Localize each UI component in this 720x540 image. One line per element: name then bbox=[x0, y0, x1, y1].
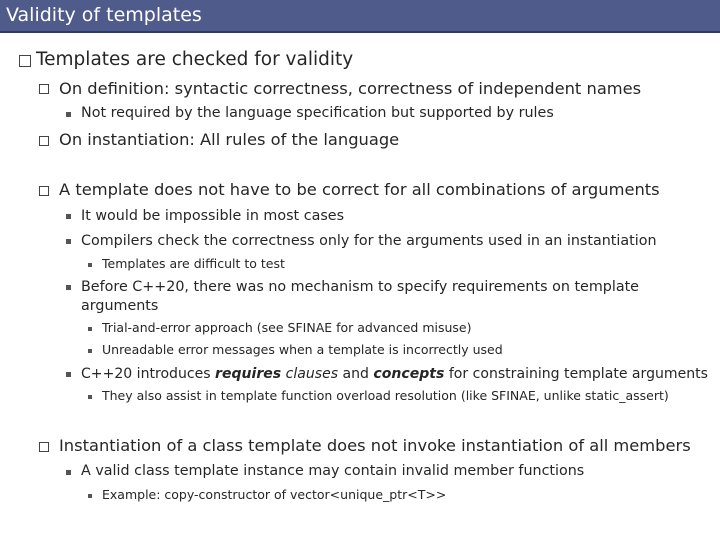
text-run: C++20 introduces bbox=[81, 366, 216, 382]
square-bullet-icon bbox=[88, 494, 92, 498]
bullet-text-difficult-to-test: Templates are difficult to test bbox=[102, 256, 285, 271]
bullet-text-cpp20-introduces bbox=[81, 366, 708, 382]
checkbox-bullet-icon bbox=[39, 442, 49, 452]
checkbox-bullet-icon bbox=[39, 136, 49, 146]
keyword-concepts: concepts bbox=[373, 366, 445, 382]
bullet-text-unreadable-errors: Unreadable error messages when a template is incorrectly used bbox=[102, 342, 503, 357]
square-bullet-icon bbox=[88, 263, 92, 267]
bullet-text-impossible: It would be impossible in most cases bbox=[81, 208, 345, 224]
bullet-text-before-cpp20-cont: arguments bbox=[81, 298, 159, 314]
bullet-text-trial-and-error: Trial-and-error approach (see SFINAE for advanced misuse) bbox=[102, 320, 472, 335]
bullet-text-templates-checked: Templates are checked for validity bbox=[36, 49, 354, 70]
square-bullet-icon bbox=[66, 470, 71, 475]
keyword-clauses: clauses bbox=[285, 366, 339, 382]
square-bullet-icon bbox=[66, 372, 71, 377]
bullet-text-class-template-instantiation: Instantiation of a class template does not invoke instantiation of all members bbox=[59, 436, 691, 455]
bullet-text-on-instantiation: On instantiation: All rules of the language bbox=[59, 130, 400, 149]
text-run: for constraining template arguments bbox=[444, 366, 708, 382]
square-bullet-icon bbox=[66, 112, 71, 117]
bullet-text-not-required: Not required by the language specification but supported by rules bbox=[81, 105, 554, 121]
bullet-text-on-definition: On definition: syntactic correctness, correctness of independent names bbox=[59, 79, 642, 98]
square-bullet-icon bbox=[88, 327, 92, 331]
bullet-text-example-vector: Example: copy-constructor of vector<unique_ptr<T>> bbox=[102, 487, 447, 502]
square-bullet-icon bbox=[66, 239, 71, 244]
bullet-text-compilers-check: Compilers check the correctness only for the arguments used in an instantiation bbox=[81, 233, 657, 249]
slide-title: Validity of templates bbox=[6, 4, 202, 26]
square-bullet-icon bbox=[66, 214, 71, 219]
slide-title-bar bbox=[0, 0, 720, 33]
keyword-requires: requires bbox=[215, 366, 282, 382]
bullet-text-before-cpp20: Before C++20, there was no mechanism to specify requirements on template bbox=[81, 279, 639, 295]
checkbox-bullet-icon bbox=[39, 186, 49, 196]
bullet-text-valid-instance: A valid class template instance may contain invalid member functions bbox=[81, 463, 585, 479]
checkbox-bullet-icon bbox=[39, 84, 49, 94]
bullet-text-overload-resolution: They also assist in template function overload resolution (like SFINAE, unlike static_assert) bbox=[102, 388, 669, 403]
bullet-text-template-not-correct: A template does not have to be correct for all combinations of arguments bbox=[59, 180, 660, 199]
text-run: and bbox=[338, 366, 374, 382]
checkbox-bullet-icon bbox=[19, 55, 31, 67]
square-bullet-icon bbox=[88, 349, 92, 353]
square-bullet-icon bbox=[66, 285, 71, 290]
square-bullet-icon bbox=[88, 395, 92, 399]
